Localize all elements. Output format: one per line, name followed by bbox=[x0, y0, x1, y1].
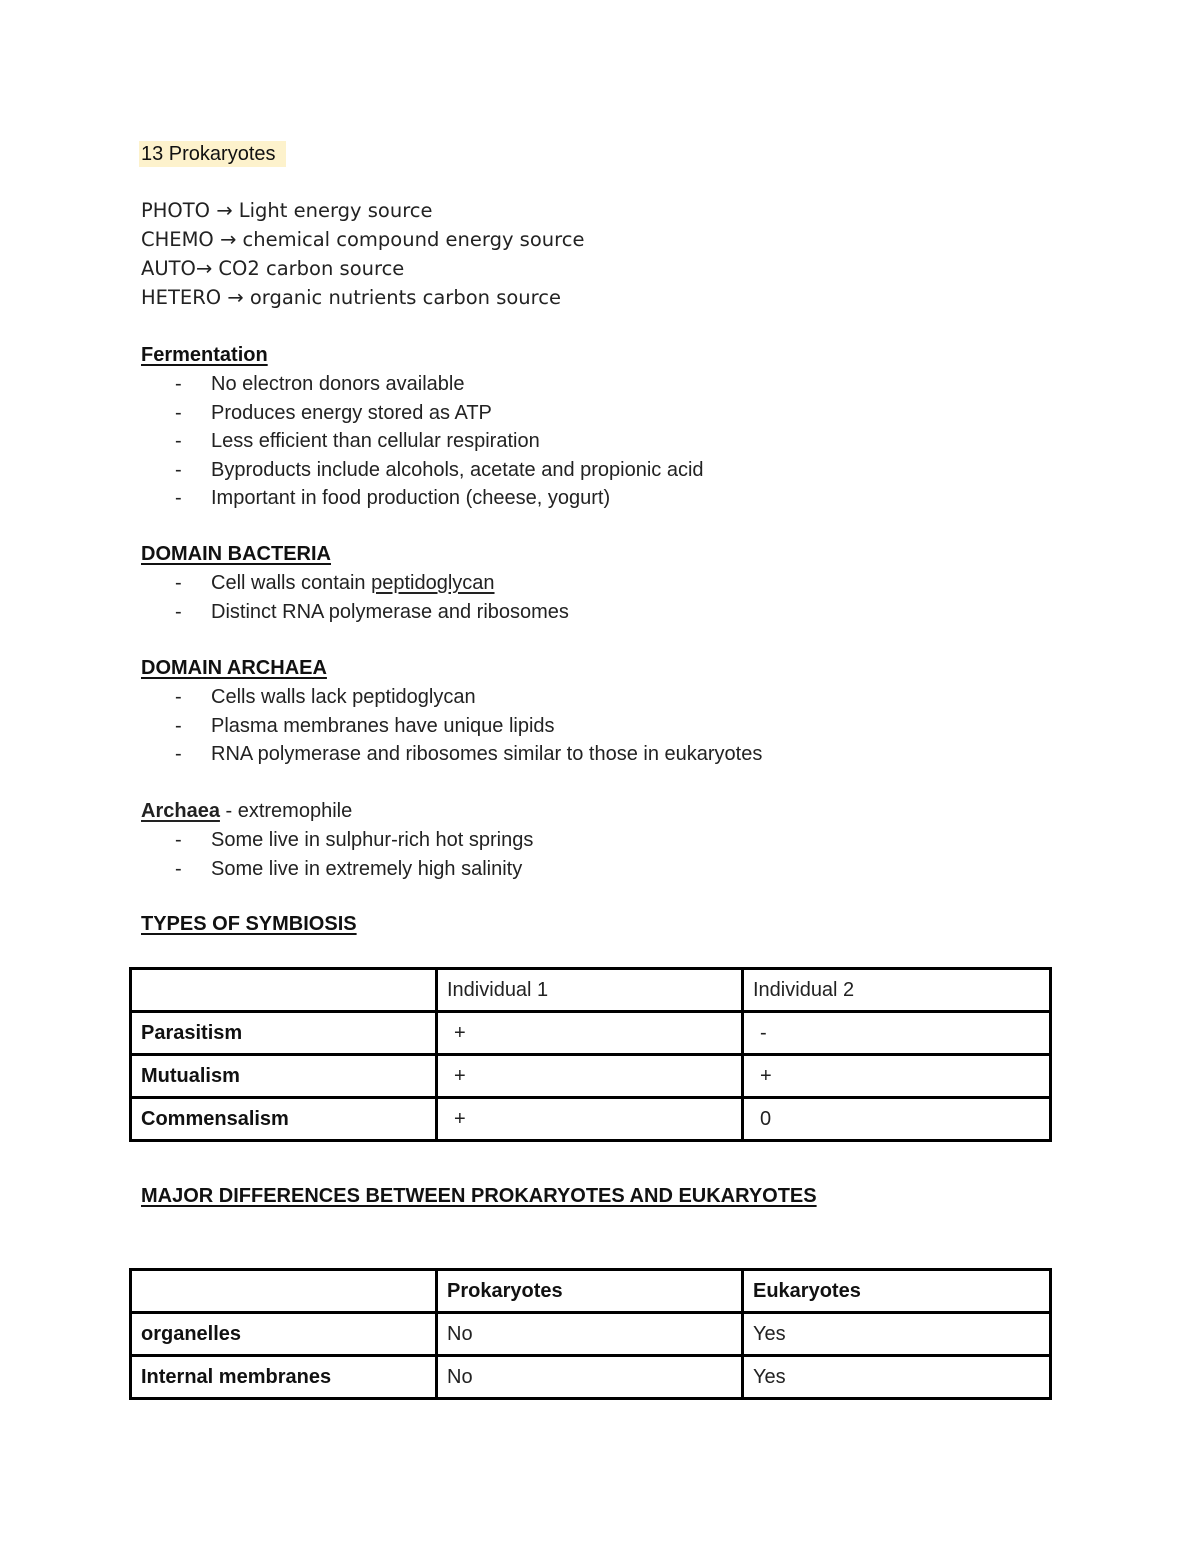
symbiosis-table bbox=[129, 967, 1052, 1142]
domain-bacteria-list bbox=[141, 569, 569, 626]
list-item: - RNA polymerase and ribosomes similar to those in eukaryotes bbox=[175, 743, 763, 765]
energy-line-hetero: HETERO → organic nutrients carbon source bbox=[141, 286, 561, 309]
list-item: - Important in food production (cheese, yogurt) bbox=[175, 487, 611, 509]
table-cell bbox=[131, 1270, 437, 1313]
table-row bbox=[131, 1012, 1051, 1055]
list-item: - Cells walls lack peptidoglycan bbox=[175, 686, 476, 708]
list-item: - Produces energy stored as ATP bbox=[175, 401, 492, 424]
table-cell: - bbox=[743, 1012, 1051, 1055]
list-item: - Less efficient than cellular respiration bbox=[175, 430, 540, 452]
table-cell: Yes bbox=[743, 1313, 1051, 1356]
archaea-term: Archaea bbox=[141, 800, 220, 822]
table-header-row bbox=[131, 1270, 1051, 1313]
domain-archaea-list bbox=[141, 683, 762, 769]
table-cell: + bbox=[437, 1012, 743, 1055]
table-cell: No bbox=[437, 1356, 743, 1399]
table-cell bbox=[131, 969, 437, 1012]
symbiosis-heading: TYPES OF SYMBIOSIS bbox=[141, 913, 357, 935]
table-cell: + bbox=[437, 1098, 743, 1141]
table-row-label: organelles bbox=[131, 1313, 437, 1356]
differences-table bbox=[129, 1268, 1052, 1400]
table-column-header: Eukaryotes bbox=[743, 1270, 1051, 1313]
table-cell: Individual 1 bbox=[437, 969, 743, 1012]
table-row bbox=[131, 1098, 1051, 1141]
document-title bbox=[141, 141, 286, 167]
fermentation-list bbox=[141, 370, 704, 513]
list-item: - No electron donors available bbox=[175, 373, 465, 395]
table-cell: No bbox=[437, 1313, 743, 1356]
table-row bbox=[131, 1356, 1051, 1399]
table-cell: Individual 2 bbox=[743, 969, 1051, 1012]
table-row-label: Parasitism bbox=[131, 1012, 437, 1055]
peptidoglycan-term: peptidoglycan bbox=[371, 572, 495, 594]
list-item: - Some live in sulphur-rich hot springs bbox=[175, 829, 534, 851]
table-cell: 0 bbox=[743, 1098, 1051, 1141]
table-row-label: Internal membranes bbox=[131, 1356, 437, 1399]
archaea-line bbox=[141, 798, 352, 824]
table-row-label: Commensalism bbox=[131, 1098, 437, 1141]
domain-archaea-heading: DOMAIN ARCHAEA bbox=[141, 657, 327, 679]
list-item: - Distinct RNA polymerase and ribosomes bbox=[175, 600, 569, 623]
table-cell: + bbox=[743, 1055, 1051, 1098]
table-row bbox=[131, 1313, 1051, 1356]
fermentation-heading: Fermentation bbox=[141, 344, 268, 366]
table-cell: + bbox=[437, 1055, 743, 1098]
archaea-suffix: - extremophile bbox=[219, 800, 353, 822]
energy-line-auto: AUTO→ CO2 carbon source bbox=[141, 257, 405, 280]
table-row-label: Mutualism bbox=[131, 1055, 437, 1098]
archaea-list bbox=[141, 826, 533, 883]
differences-heading: MAJOR DIFFERENCES BETWEEN PROKARYOTES AND EUKARYOTES bbox=[141, 1185, 817, 1207]
table-column-header: Prokaryotes bbox=[437, 1270, 743, 1313]
list-item: - Byproducts include alcohols, acetate and propionic acid bbox=[175, 458, 704, 481]
energy-line-chemo: CHEMO → chemical compound energy source bbox=[141, 228, 585, 251]
title-highlight: 13 Prokaryotes bbox=[139, 141, 286, 167]
list-item: - Some live in extremely high salinity bbox=[175, 857, 523, 880]
domain-bacteria-heading: DOMAIN BACTERIA bbox=[141, 543, 331, 565]
list-item: - Cell walls contain peptidoglycan bbox=[175, 572, 495, 594]
table-header-row bbox=[131, 969, 1051, 1012]
list-item: - Plasma membranes have unique lipids bbox=[175, 714, 555, 737]
table-row bbox=[131, 1055, 1051, 1098]
energy-line-photo: PHOTO → Light energy source bbox=[141, 199, 433, 222]
table-cell: Yes bbox=[743, 1356, 1051, 1399]
